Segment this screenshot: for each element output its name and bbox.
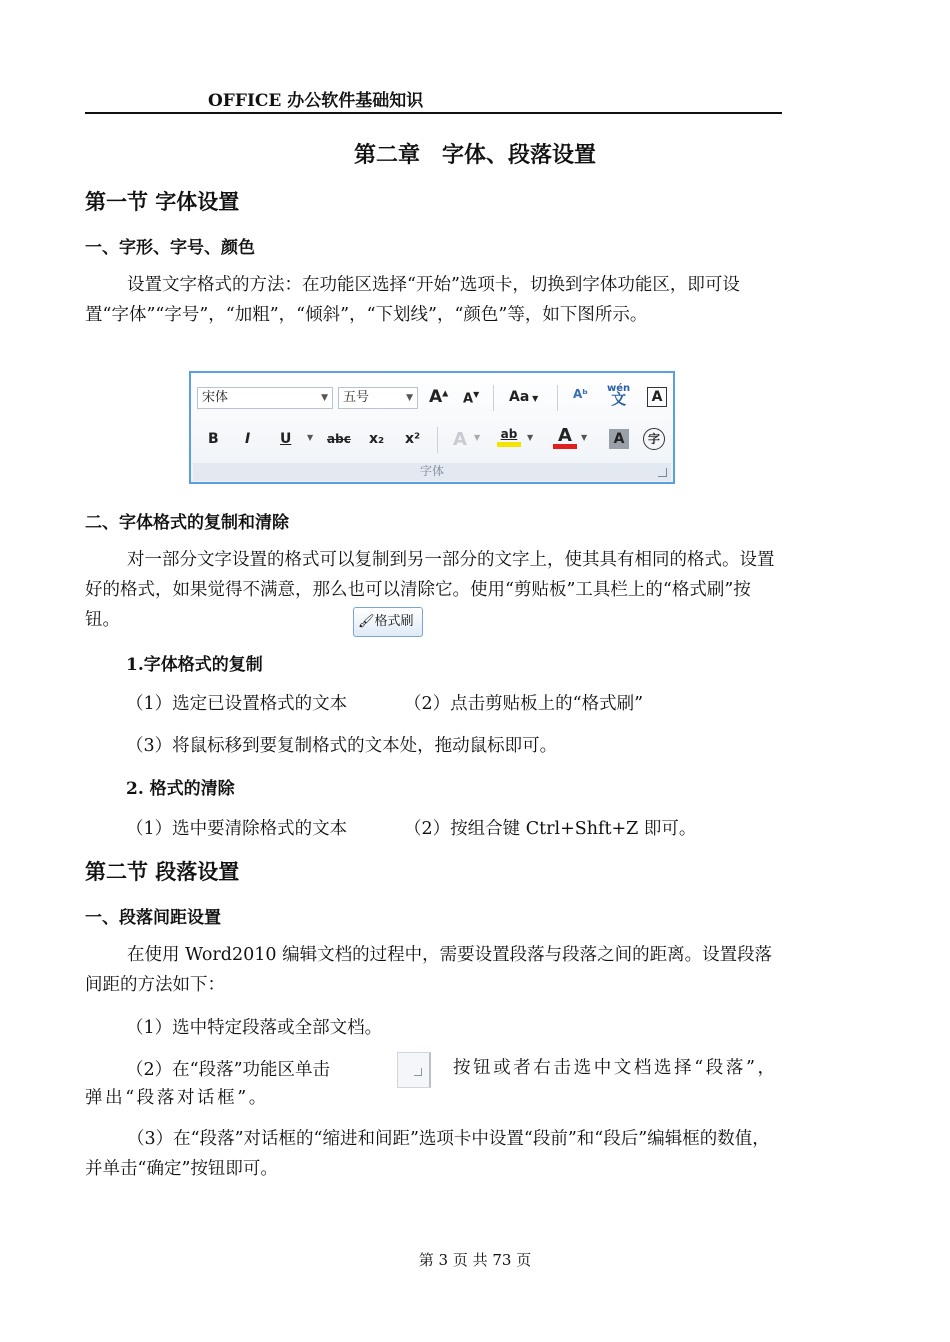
page-footer: 第 3 页 共 73 页 [418,1251,532,1269]
grow-font-icon[interactable]: A▲ [429,387,449,407]
text-effects-icon[interactable]: A [453,429,467,450]
section-title-font: 第一节 字体设置 [85,189,240,214]
superscript-icon[interactable]: x² [405,431,421,447]
subsection-title-copy-clear: 二、字体格式的复制和清除 [85,513,289,533]
strikethrough-icon[interactable]: abc [327,432,351,446]
toolbar-separator [437,427,438,453]
spacing-step-3: （3）在“段落”对话框的“缩进和间距”选项卡中设置“段前”和“段后”编辑框的数值，并单击“确定”按钮即可。 [85,1129,770,1179]
brush-icon: 🖌 [358,614,375,629]
clear-step-2: （2）按组合键 Ctrl+Shft+Z 即可。 [404,819,697,839]
chevron-down-icon[interactable]: ▼ [527,433,534,442]
font-name-combo[interactable] [197,387,333,409]
subsection-title-style: 一、字形、字号、颜色 [85,238,255,258]
paragraph-font-intro [85,270,782,330]
subscript-icon[interactable]: x₂ [369,431,385,447]
ribbon-group-label: 字体 [419,464,444,478]
header-rule [85,112,782,114]
phonetic-guide-icon[interactable]: wén 文 [607,383,631,408]
font-size-combo[interactable] [338,387,418,409]
section-title-paragraph: 第二节 段落设置 [85,859,240,884]
character-border-icon[interactable]: A [647,387,667,407]
italic-icon[interactable]: I [245,431,251,447]
subsection-title-spacing: 一、段落间距设置 [85,908,221,928]
chevron-down-icon: ▼ [406,393,413,403]
shrink-font-icon[interactable]: A▼ [463,390,480,407]
copy-format-title: 1.字体格式的复制 [126,655,263,675]
format-painter-button[interactable] [353,607,423,637]
paragraph-copy-clear-text: 对一部分文字设置的格式可以复制到另一部分的文字上，使其具有相同的格式。设置好的格式，如果觉得不满意，那么也可以清除它。使用“剪贴板”工具栏上的“格式刷”按钮。 [85,550,775,630]
paragraph-font-intro-text: 设置文字格式的方法：在功能区选择“开始”选项卡，切换到字体功能区，即可设置“字体”“字号”，“加粗”，“倾斜”，“下划线”，“颜色”等，如下图所示。 [85,275,740,325]
clear-step-1: （1）选中要清除格式的文本 [126,819,348,839]
paragraph-spacing-intro-text: 在使用 Word2010 编辑文档的过程中，需要设置段落与段落之间的距离。设置段落间距的方法如下： [85,945,773,995]
chevron-down-icon[interactable]: ▼ [581,433,588,442]
toolbar-separator [493,385,494,411]
enclose-characters-icon[interactable]: 字 [643,428,665,450]
chapter-title: 第二章 字体、段落设置 [353,142,596,168]
highlight-icon[interactable]: ab [497,427,521,447]
underline-icon[interactable]: U [280,431,292,447]
dialog-launcher-icon[interactable] [658,468,667,477]
font-color-icon[interactable]: A [553,425,577,449]
running-header: OFFICE 办公软件基础知识 [208,91,424,111]
spacing-step-1: （1）选中特定段落或全部文档。 [126,1018,383,1038]
copy-step-3: （3）将鼠标移到要复制格式的文本处，拖动鼠标即可。 [126,736,558,756]
change-case-icon[interactable]: Aa ▼ [509,389,539,405]
bold-icon[interactable]: B [208,431,219,447]
spacing-step-2b: 按钮或者右击选中文档选择“段落”，弹出“段落对话框”。 [85,1058,778,1108]
font-ribbon-group [189,371,675,484]
chevron-down-icon[interactable]: ▼ [307,433,314,442]
font-name-value: 宋体 [202,390,229,405]
chevron-down-icon[interactable]: ▼ [474,433,481,442]
font-size-value: 五号 [343,390,370,405]
chevron-down-icon: ▼ [321,393,328,403]
paragraph-spacing-intro [85,940,782,1000]
clear-formatting-icon[interactable]: Aᵇ [573,387,589,401]
copy-step-1: （1）选定已设置格式的文本 [126,694,348,714]
spacing-step-2a: （2）在“段落”功能区单击 [126,1060,331,1080]
copy-step-2: （2）点击剪贴板上的“格式刷” [404,694,644,714]
clear-format-title: 2. 格式的清除 [126,779,235,799]
highlight-color-swatch [497,442,521,447]
character-shading-icon[interactable]: A [609,429,629,449]
format-painter-label: 格式刷 [374,614,414,629]
paragraph-copy-clear [85,545,782,635]
toolbar-separator [557,385,558,411]
